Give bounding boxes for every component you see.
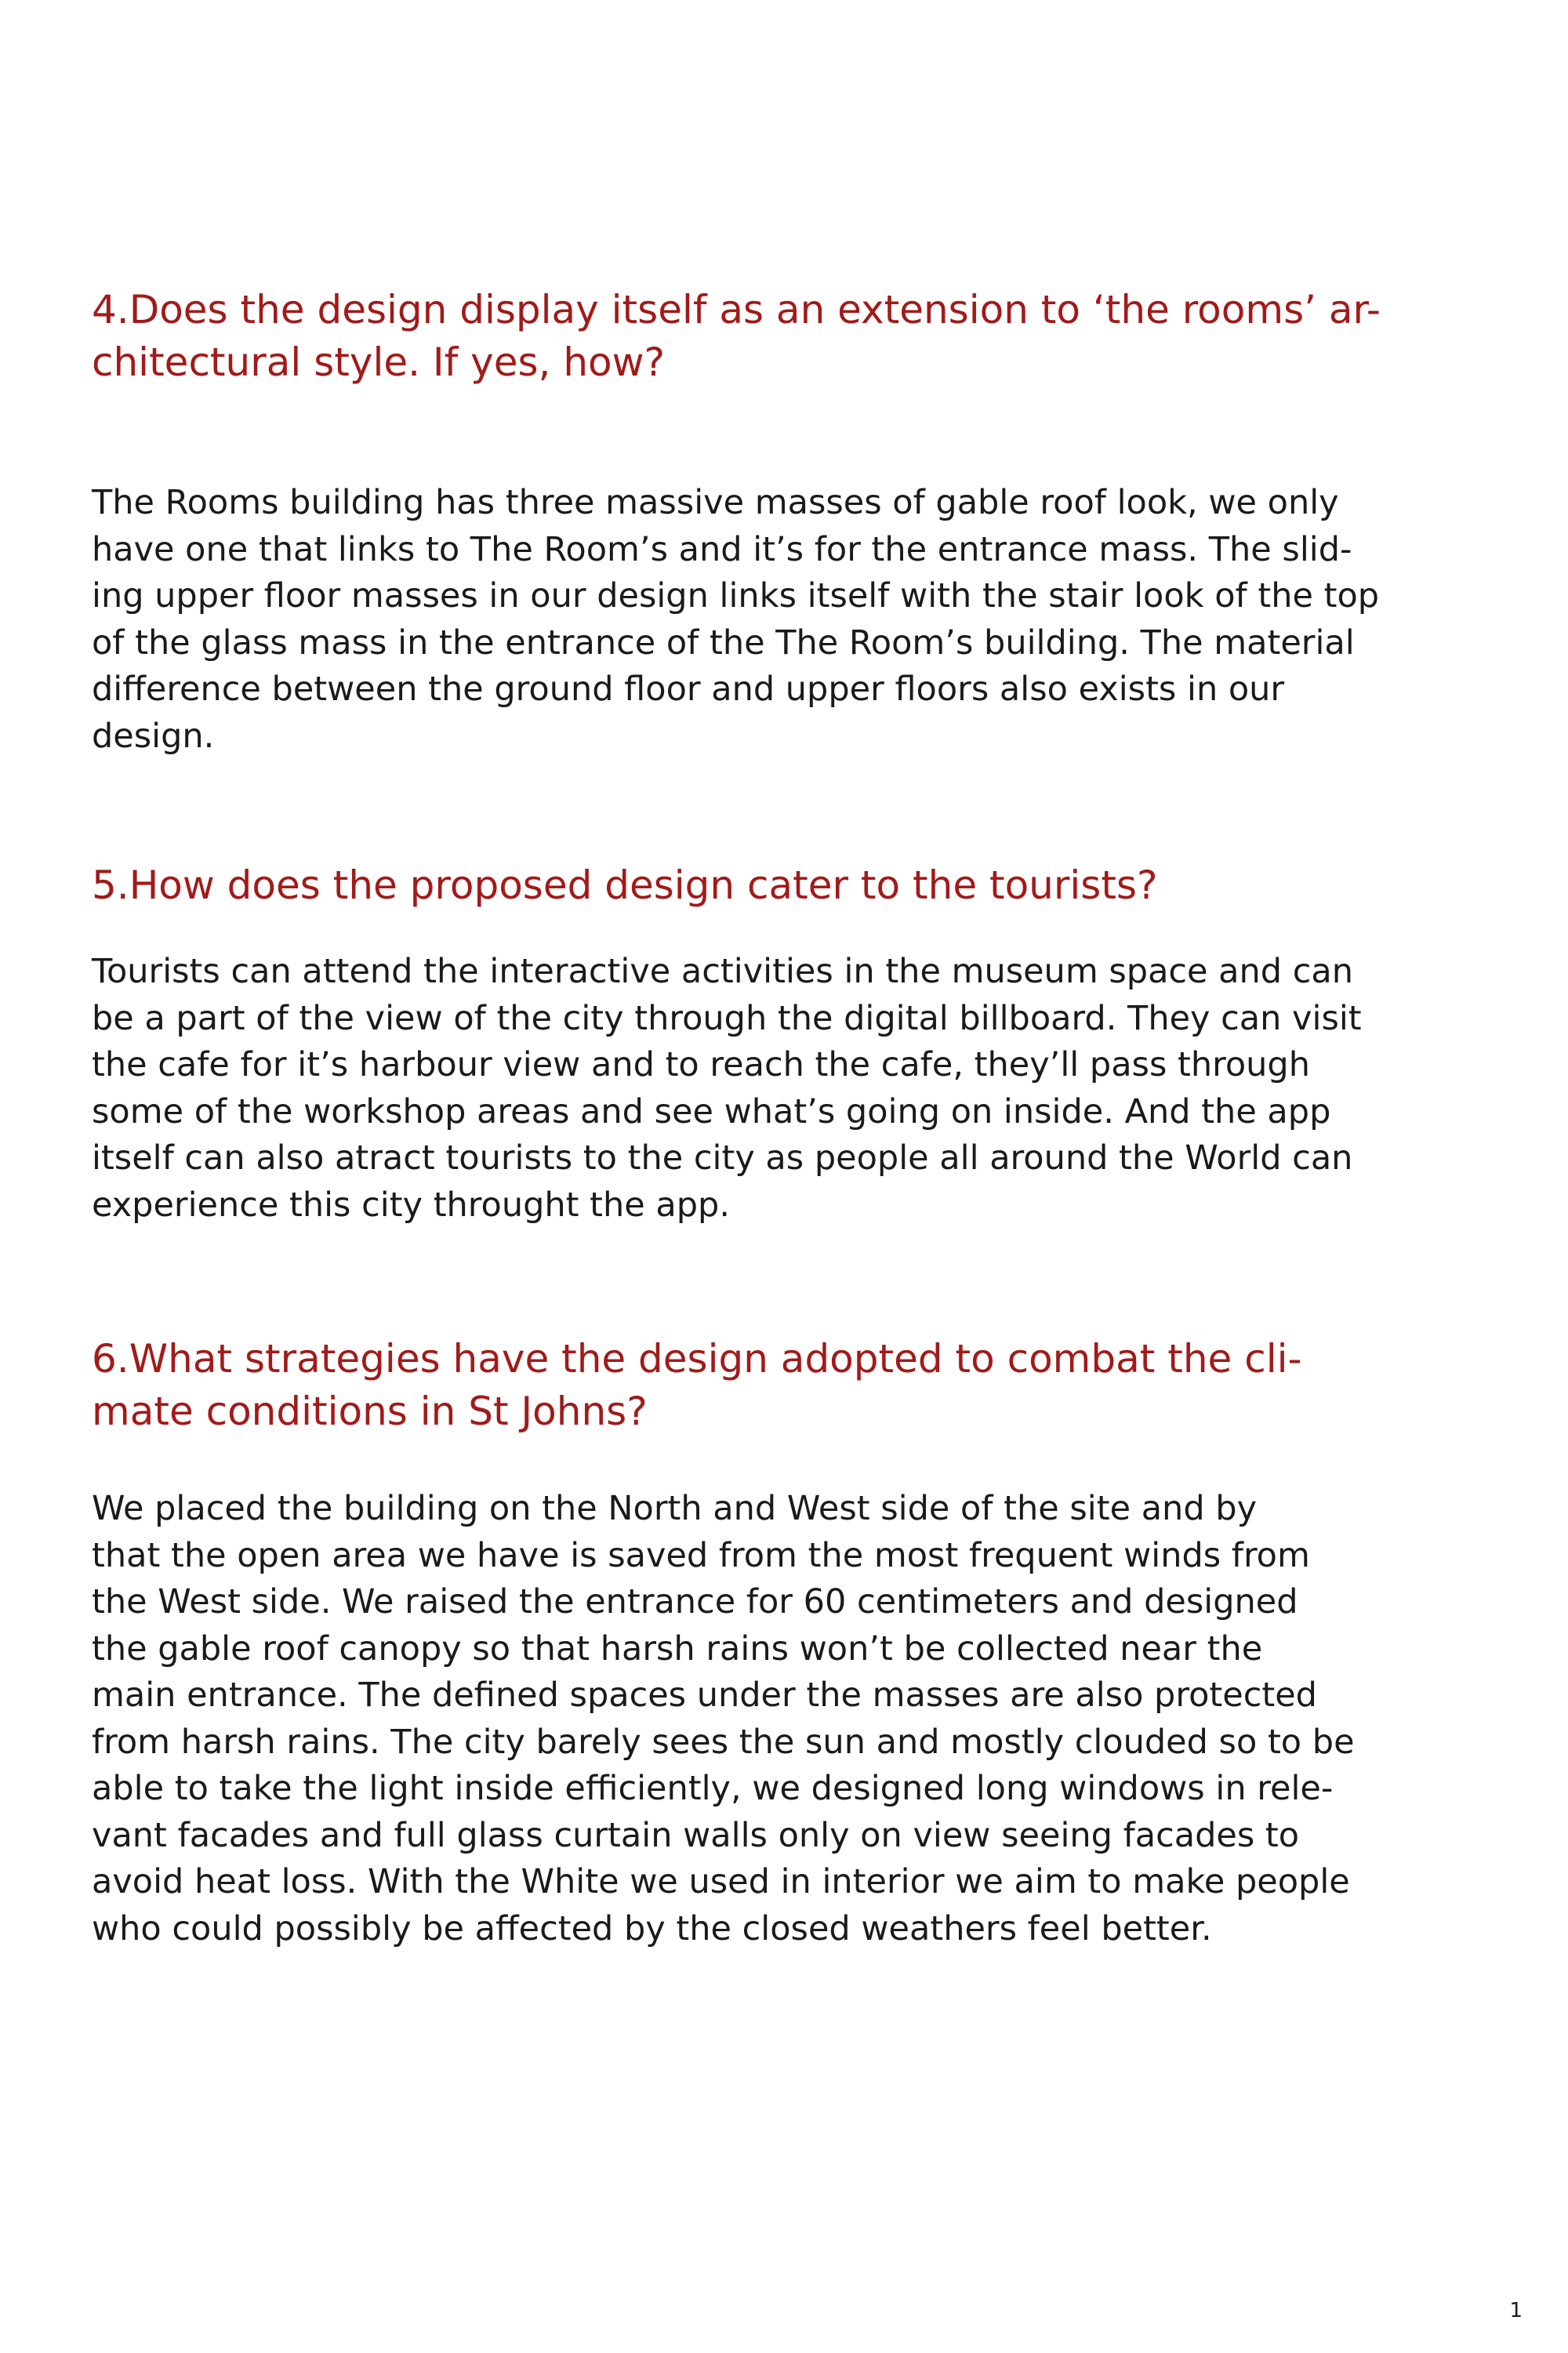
section-4-body: The Rooms building has three massive masses of gable roof look, we only have one that links to The Room’s and it’s for the entrance mass. The slid- ing upper floor masses in our design links itself with the stair look of the top of the glass mass in the entrance of the The Room’s building. The material difference between the ground floor and upper floors also exists in our design. — [92, 483, 1380, 756]
page-number: 1 — [1509, 2299, 1523, 2322]
section-6-body: We placed the building on the North and West side of the site and by that the open area we have is saved from the most frequent winds from the West side. We raised the entrance for 60 centimeters and designed the gable roof canopy so that harsh rains won’t be collected near the main entrance. The defined spaces under the masses are also protected from harsh rains. The city barely sees the sun and mostly clouded so to be able to take the light inside efficiently, we designed long windows in rele- vant facades and full glass curtain walls only on view seeing facades to avoid heat loss. With the White we used in interior we aim to make people who could possibly be affected by the closed weathers feel better. — [92, 1489, 1355, 1948]
section-5-heading: 5.How does the proposed design cater to the tourists? — [92, 862, 1158, 908]
section-4-heading: 4.Does the design display itself as an extension to ‘the rooms’ ar- chitectural style. If yes, how? — [92, 287, 1381, 385]
section-5-body: Tourists can attend the interactive activities in the museum space and can be a part of the view of the city through the digital billboard. They can visit the cafe for it’s harbour view and to reach the cafe, they’ll pass through some of the workshop areas and see what’s going on inside. And the app itself can also atract tourists to the city as people all around the World can experience this city throught the app. — [92, 952, 1362, 1225]
section-6-heading: 6.What strategies have the design adopted to combat the cli- mate conditions in St Johns? — [92, 1336, 1302, 1434]
